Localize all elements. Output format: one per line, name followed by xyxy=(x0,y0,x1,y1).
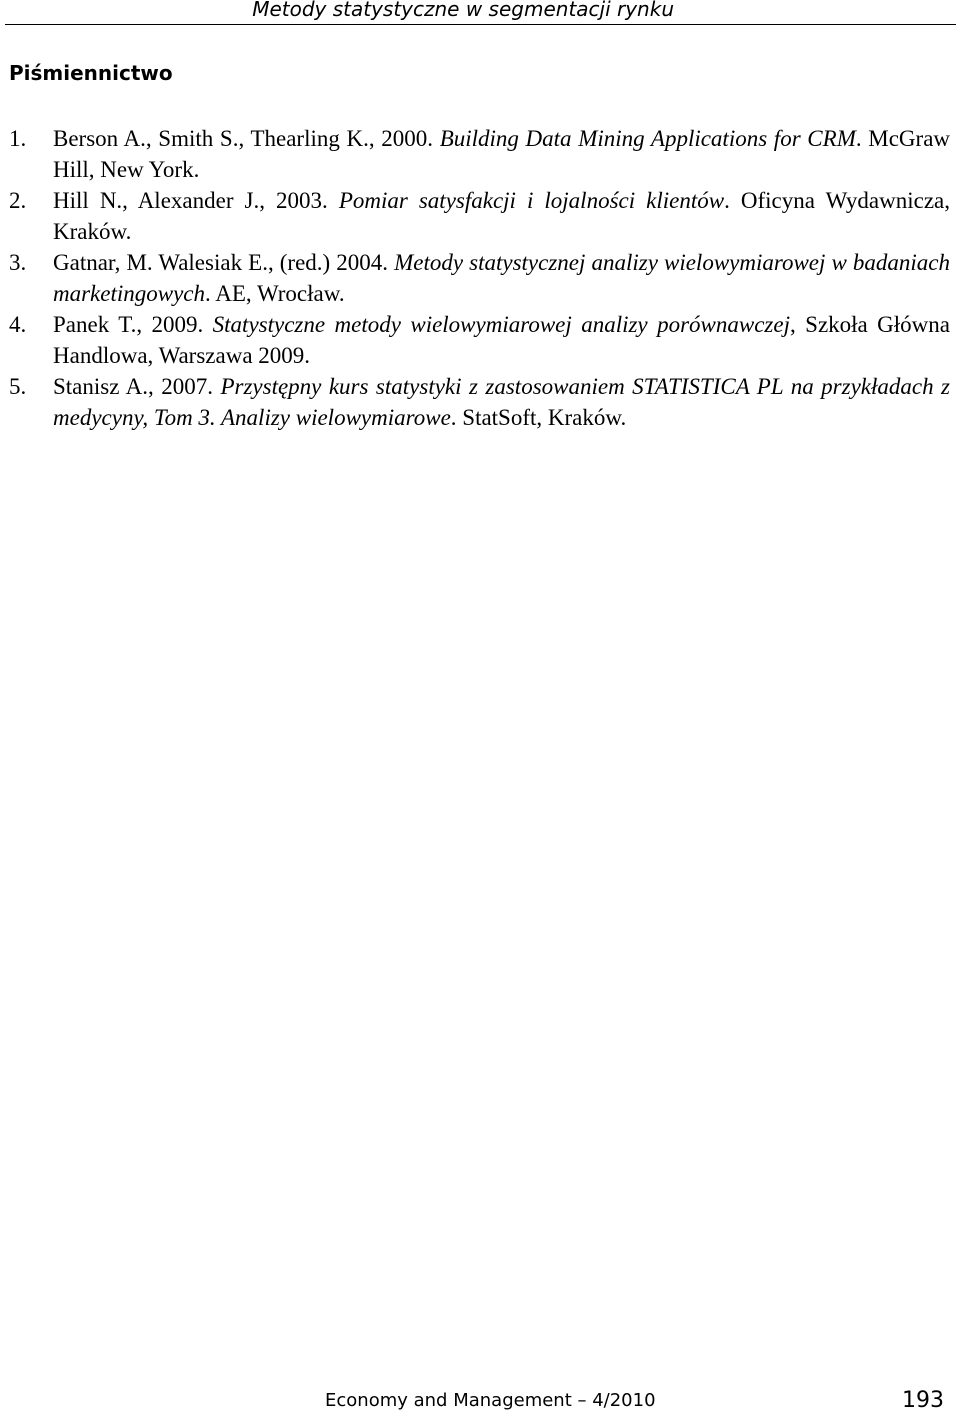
reference-number: 2. xyxy=(9,188,27,213)
reference-title: Metody statystycznej analizy wielowymiarowej w badaniach marketingowych xyxy=(53,250,950,306)
reference-authors: Stanisz A., 2007. xyxy=(53,374,221,399)
reference-item-4 xyxy=(9,309,950,371)
reference-publisher: , Szkoła Główna Handlowa, Warszawa 2009. xyxy=(53,312,950,368)
reference-title: Przystępny kurs statystyki z zastosowaniem STATISTICA PL na przykładach z medycyny, Tom 3. Analizy wielowymiarowe xyxy=(53,374,951,430)
reference-number: 4. xyxy=(9,312,27,337)
reference-list xyxy=(9,123,950,433)
header-rule xyxy=(5,24,956,25)
reference-item-1 xyxy=(9,123,950,185)
reference-title: Building Data Mining Applications for CRM xyxy=(439,126,856,151)
reference-publisher: . AE, Wrocław. xyxy=(205,281,345,306)
reference-authors: Hill N., Alexander J., 2003. xyxy=(53,188,339,213)
reference-publisher: . Oficyna Wydawnicza, Kraków. xyxy=(53,188,950,244)
reference-item-5 xyxy=(9,371,950,433)
page-number: 193 xyxy=(902,1388,944,1413)
reference-authors: Berson A., Smith S., Thearling K., 2000. xyxy=(53,126,440,151)
reference-item-3 xyxy=(9,247,950,309)
reference-publisher: . McGraw Hill, New York. xyxy=(53,126,951,182)
reference-title: Pomiar satysfakcji i lojalności klientów xyxy=(338,188,725,213)
reference-number: 1. xyxy=(9,126,27,151)
reference-title: Statystyczne metody wielowymiarowej analizy porównawczej xyxy=(212,312,790,337)
reference-number: 3. xyxy=(9,250,27,275)
running-header: Metody statystyczne w segmentacji rynku xyxy=(252,0,674,21)
footer-journal: Economy and Management – 4/2010 xyxy=(325,1390,656,1411)
reference-publisher: . StatSoft, Kraków. xyxy=(450,405,627,430)
section-title: Piśmiennictwo xyxy=(9,61,173,85)
reference-authors: Panek T., 2009. xyxy=(53,312,213,337)
reference-item-2 xyxy=(9,185,950,247)
reference-authors: Gatnar, M. Walesiak E., (red.) 2004. xyxy=(53,250,395,275)
reference-number: 5. xyxy=(9,374,27,399)
